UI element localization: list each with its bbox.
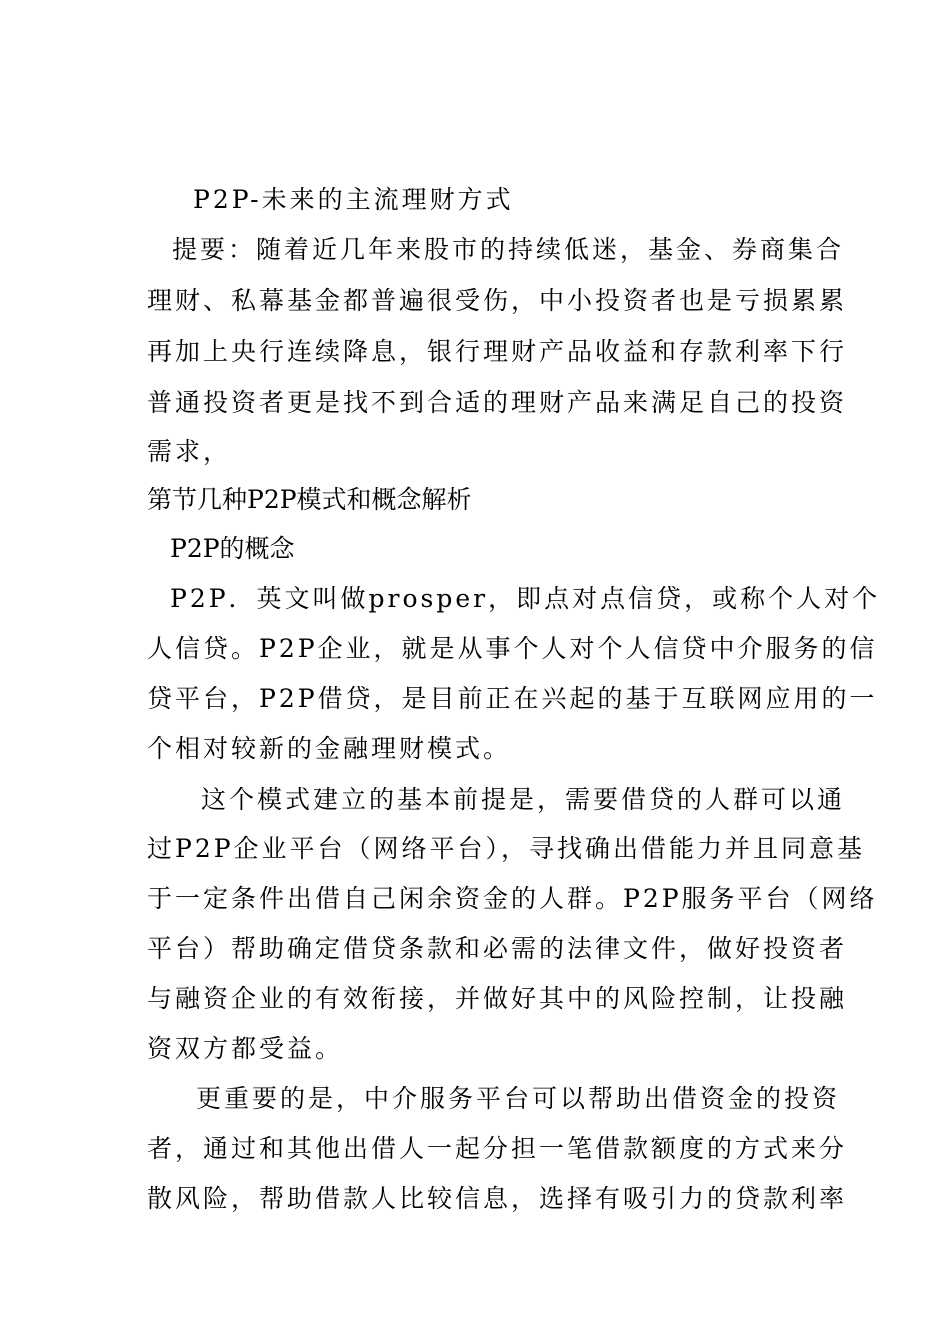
abstract-line: 再加上央行连续降息，银行理财产品收益和存款利率下行	[147, 337, 848, 366]
subsection-heading: P2P的概念	[170, 534, 295, 563]
paragraph-line: 者，通过和其他出借人一起分担一笔借款额度的方式来分	[147, 1134, 848, 1163]
paragraph-line: P2P．英文叫做prosper，即点对点信贷，或称个人对个	[170, 584, 881, 613]
paragraph-line: 与融资企业的有效衔接，并做好其中的风险控制，让投融	[147, 984, 848, 1013]
paragraph-line: 资双方都受益。	[147, 1034, 344, 1063]
abstract-line: 普通投资者更是找不到合适的理财产品来满足自己的投资	[147, 388, 848, 417]
paragraph-line: 平台）帮助确定借贷条款和必需的法律文件，做好投资者	[147, 934, 848, 963]
paragraph-line: 更重要的是，中介服务平台可以帮助出借资金的投资	[196, 1084, 841, 1113]
section-heading: 第节几种P2P模式和概念解析	[147, 485, 472, 514]
paragraph-line: 个相对较新的金融理财模式。	[147, 734, 512, 763]
paragraph-line: 于一定条件出借自己闲余资金的人群。P2P服务平台（网络	[147, 884, 878, 913]
abstract-line: 理财、私幕基金都普遍很受伤，中小投资者也是亏损累累	[147, 286, 848, 315]
paragraph-line: 散风险，帮助借款人比较信息，选择有吸引力的贷款利率	[147, 1184, 848, 1213]
abstract-line: 需求，	[147, 437, 232, 466]
paragraph-line: 过P2P企业平台（网络平台），寻找确出借能力并且同意基	[147, 834, 866, 863]
paragraph-line: 人信贷。P2P企业，就是从事个人对个人信贷中介服务的信	[147, 634, 878, 663]
abstract-line: 提要：随着近几年来股市的持续低迷，基金、券商集合	[172, 235, 845, 264]
document-title: P2P-未来的主流理财方式	[193, 185, 514, 214]
paragraph-line: 这个模式建立的基本前提是，需要借贷的人群可以通	[201, 785, 846, 814]
paragraph-line: 贷平台，P2P借贷，是目前正在兴起的基于互联网应用的一	[147, 684, 878, 713]
